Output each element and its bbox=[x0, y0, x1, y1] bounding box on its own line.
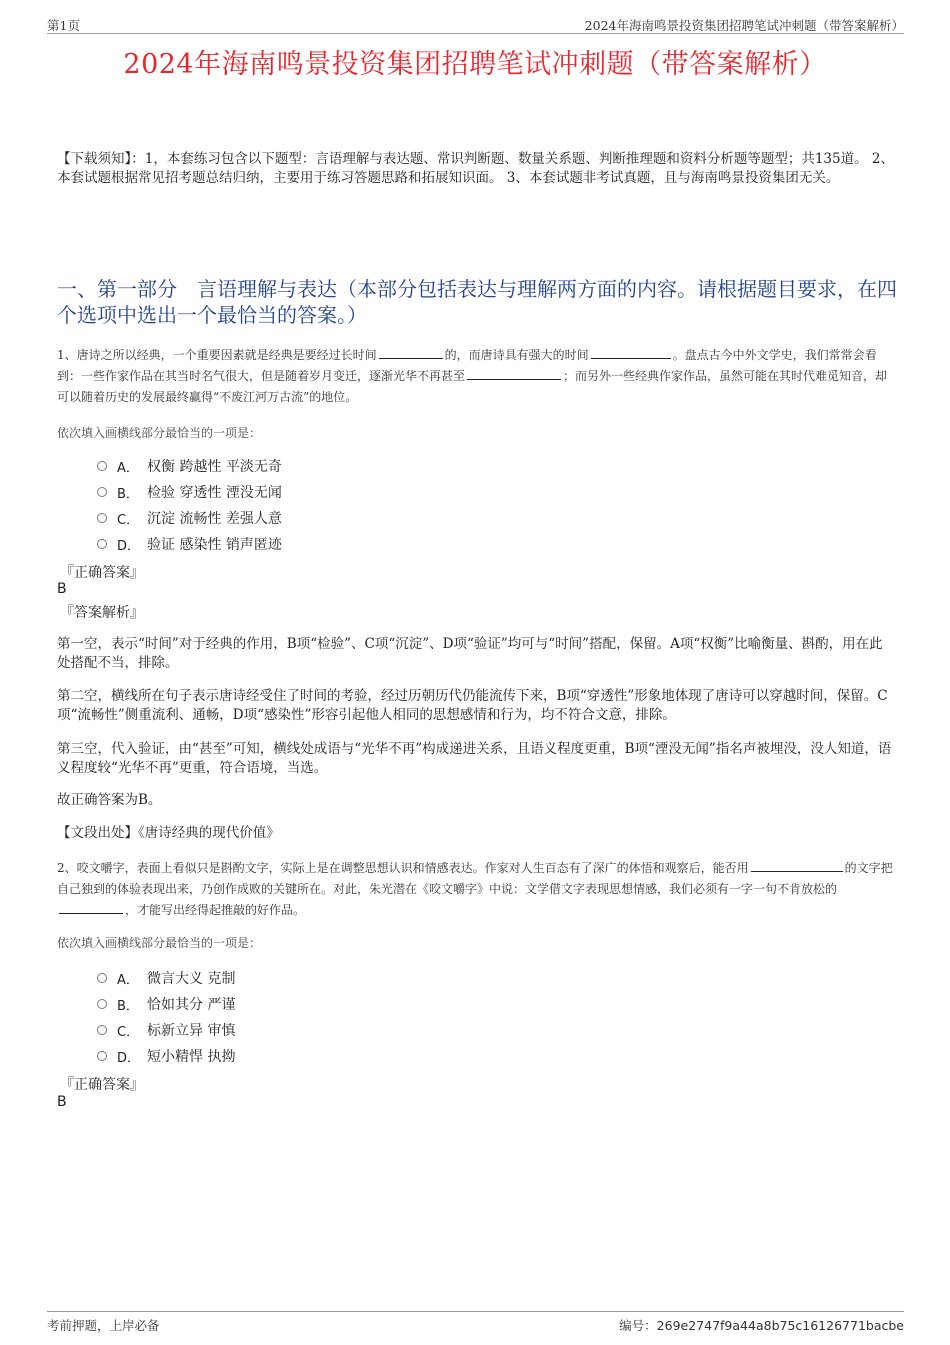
answer-value: B bbox=[57, 1094, 67, 1110]
section-heading: 一、第一部分 言语理解与表达（本部分包括表达与理解两方面的内容。请根据题目要求，在四个选项中选出一个最恰当的答案。） bbox=[57, 277, 897, 327]
option-d[interactable]: D． 短小精悍 执拗 bbox=[97, 1043, 235, 1069]
radio-icon[interactable] bbox=[97, 513, 107, 523]
blank-1 bbox=[751, 859, 843, 872]
question-1-hint: 依次填入画横线部分最恰当的一项是： bbox=[57, 426, 262, 440]
radio-icon[interactable] bbox=[97, 973, 107, 983]
question-2-options bbox=[97, 965, 235, 1069]
option-c[interactable]: C． 标新立异 审慎 bbox=[97, 1017, 235, 1043]
radio-icon[interactable] bbox=[97, 461, 107, 471]
radio-icon[interactable] bbox=[97, 487, 107, 497]
download-notice: 【下载须知】：1，本套练习包含以下题型：言语理解与表达题、常识判断题、数量关系题、判断推理题和资料分析题等题型；共135道。 2、本套试题根据常见招考题总结归纳，主要用于练习答题思路和拓展知识面。 3、本套试题非考试真题，且与海南鸣景投资集团无关。 bbox=[57, 151, 894, 186]
document-title: 2024年海南鸣景投资集团招聘笔试冲刺题（带答案解析） bbox=[123, 49, 827, 80]
footer-code: 编号：269e2747f9a44a8b75c16126771bacbe bbox=[619, 1318, 904, 1333]
page-number: 第1页 bbox=[47, 18, 80, 33]
analysis-label: 『答案解析』 bbox=[60, 605, 144, 621]
blank-2 bbox=[591, 346, 671, 359]
option-d[interactable]: D． 验证 感染性 销声匿迹 bbox=[97, 531, 282, 557]
option-c[interactable]: C． 沉淀 流畅性 差强人意 bbox=[97, 505, 282, 531]
question-2-stem: 2、咬文嚼字，表面上看似只是斟酌文字，实际上是在调整思想认识和情感表达。作家对人生百态有了深广的体悟和观察后，能否用 的文字把自己独到的体验表现出来，乃创作成败的关键所在。对此，朱光潜在《咬文嚼字》中说：文学借文字表现思想情感，我们必须有一字一句不肯放松的，才能写出经得起推敲的好作品。 bbox=[57, 861, 893, 917]
analysis-paragraph-2: 第二空，横线所在句子表示唐诗经受住了时间的考验，经过历朝历代仍能流传下来，B项“穿透性”形象地体现了唐诗可以穿越时间，保留。C项“流畅性”侧重流利、通畅，D项“感染性”形容引起他人相同的思想感情和行为，均不符合文意，排除。 bbox=[57, 688, 888, 723]
header-doc-title: 2024年海南鸣景投资集团招聘笔试冲刺题（带答案解析） bbox=[584, 18, 904, 33]
radio-icon[interactable] bbox=[97, 1025, 107, 1035]
option-b[interactable]: B． 检验 穿透性 湮没无闻 bbox=[97, 479, 282, 505]
radio-icon[interactable] bbox=[97, 999, 107, 1009]
analysis-paragraph-1: 第一空，表示“时间”对于经典的作用，B项“检验”、C项“沉淀”、D项“验证”均可与“时间”搭配，保留。A项“权衡”比喻衡量、斟酌，用在此处搭配不当，排除。 bbox=[57, 636, 883, 671]
page-header bbox=[47, 13, 904, 34]
analysis-conclusion: 故正确答案为B。 bbox=[57, 792, 162, 808]
radio-icon[interactable] bbox=[97, 539, 107, 549]
question-2-hint: 依次填入画横线部分最恰当的一项是： bbox=[57, 936, 262, 950]
question-1-options bbox=[97, 453, 282, 557]
blank-1 bbox=[379, 346, 443, 359]
blank-3 bbox=[467, 367, 561, 380]
analysis-paragraph-3: 第三空，代入验证，由“甚至”可知，横线处成语与“光华不再”构成递进关系，且语义程度更重，B项“湮没无闻”指名声被埋没，没人知道，语义程度较“光华不再”更重，符合语境，当选。 bbox=[57, 741, 892, 776]
footer-slogan: 考前押题，上岸必备 bbox=[47, 1318, 160, 1333]
option-b[interactable]: B． 恰如其分 严谨 bbox=[97, 991, 235, 1017]
radio-icon[interactable] bbox=[97, 1051, 107, 1061]
answer-label: 『正确答案』 bbox=[60, 565, 144, 581]
page-footer bbox=[47, 1311, 904, 1333]
option-a[interactable]: A． 权衡 跨越性 平淡无奇 bbox=[97, 453, 282, 479]
answer-value: B bbox=[57, 581, 67, 597]
question-1-stem: 1、唐诗之所以经典，一个重要因素就是经典是要经过长时间 的，而唐诗具有强大的时间 。盘点古今中外文学史，我们常常会看到：一些作家作品在其当时名气很大，但是随着岁月变迁，逐渐光华不再甚至 ；而另外一些经典作家作品，虽然可能在其时代难觅知音，却可以随着历史的发展最终赢得“不废江河万古流”的地位。 bbox=[57, 348, 888, 404]
option-a[interactable]: A． 微言大义 克制 bbox=[97, 965, 235, 991]
blank-2 bbox=[59, 901, 123, 914]
passage-source: 【文段出处】《唐诗经典的现代价值》 bbox=[57, 825, 280, 841]
answer-label: 『正确答案』 bbox=[60, 1077, 144, 1093]
